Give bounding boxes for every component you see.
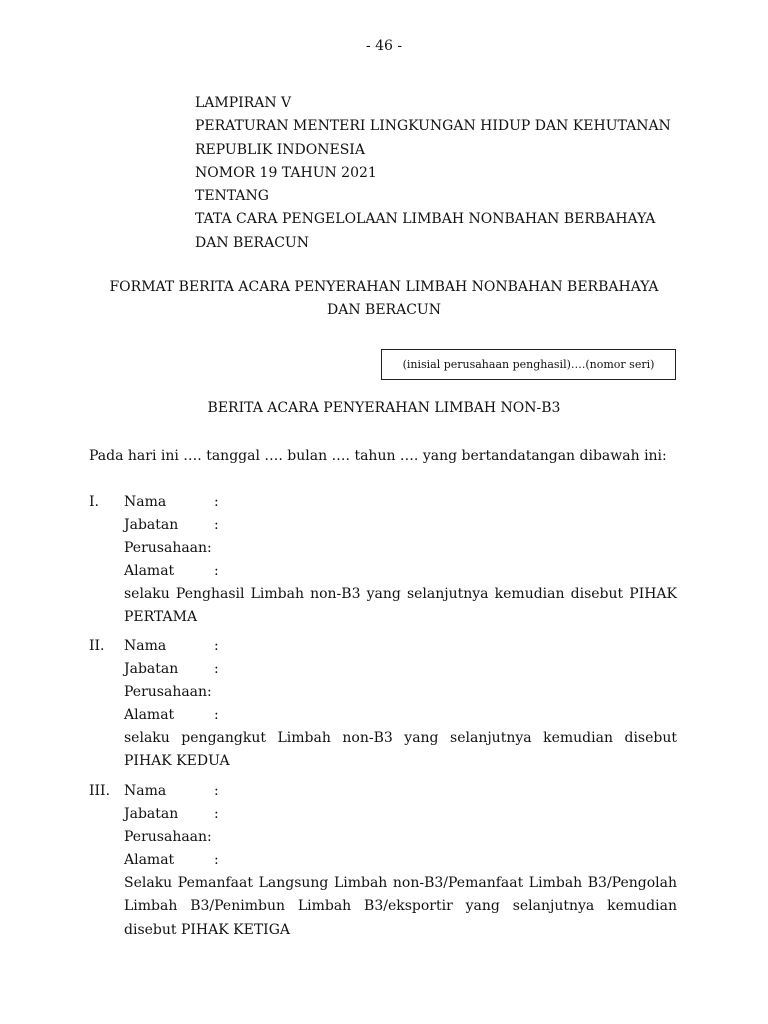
field-perusahaan (124, 537, 212, 560)
field-colon: : (214, 806, 219, 822)
field-colon: : (214, 563, 219, 579)
party-number: III. (89, 783, 111, 799)
field-colon: : (214, 638, 219, 654)
lampiran-header (195, 92, 715, 255)
field-label: Jabatan (124, 517, 179, 533)
format-title-line: FORMAT BERITA ACARA PENYERAHAN LIMBAH NONBAHAN BERBAHAYA (109, 279, 659, 295)
field-label: Jabatan (124, 806, 179, 822)
berita-acara-title: BERITA ACARA PENYERAHAN LIMBAH NON-B3 (207, 400, 561, 416)
field-alamat (124, 849, 219, 872)
field-colon: : (214, 517, 219, 533)
lampiran-line: LAMPIRAN V (195, 95, 292, 111)
field-colon: : (214, 661, 219, 677)
lampiran-line: NOMOR 19 TAHUN 2021 (195, 164, 377, 181)
party-number: II. (89, 638, 105, 654)
party-description: Selaku Pemanfaat Langsung Limbah non-B3/Pemanfaat Limbah B3/Pengolah Limbah B3/Penimbun Limbah B3/eksportir yang selanjutnya kemudian disebut PIHAK KETIGA (124, 875, 677, 938)
field-label: Perusahaan (124, 540, 208, 556)
field-label: Alamat (124, 707, 175, 723)
field-label: Perusahaan (124, 829, 208, 845)
field-nama (124, 491, 219, 514)
field-label: Nama (124, 638, 167, 654)
lampiran-line: DAN BERACUN (195, 234, 309, 251)
field-label: Alamat (124, 563, 175, 579)
lampiran-line: PERATURAN MENTERI LINGKUNGAN HIDUP DAN KEHUTANAN (195, 118, 671, 135)
field-colon: : (214, 852, 219, 868)
field-label: Perusahaan (124, 684, 208, 700)
lampiran-line: TENTANG (195, 188, 269, 205)
field-colon: : (207, 540, 212, 556)
field-nama (124, 635, 219, 658)
serial-number-box: (inisial perusahaan penghasil)….(nomor seri) (381, 349, 676, 380)
field-label: Nama (124, 494, 167, 510)
format-title-line: DAN BERACUN (327, 302, 441, 318)
field-perusahaan (124, 681, 212, 704)
field-label: Alamat (124, 852, 175, 868)
lampiran-line: TATA CARA PENGELOLAAN LIMBAH NONBAHAN BERBAHAYA (195, 211, 656, 228)
field-jabatan (124, 514, 219, 537)
field-alamat (124, 704, 219, 727)
field-jabatan (124, 658, 219, 681)
field-label: Nama (124, 783, 167, 799)
field-colon: : (207, 684, 212, 700)
field-colon: : (207, 829, 212, 845)
party-description: selaku pengangkut Limbah non-B3 yang selanjutnya kemudian disebut PIHAK KEDUA (124, 730, 677, 770)
field-jabatan (124, 803, 219, 826)
field-alamat (124, 560, 219, 583)
intro-paragraph: Pada hari ini …. tanggal …. bulan …. tahun …. yang bertandatangan dibawah ini: (89, 448, 667, 464)
field-colon: : (214, 783, 219, 799)
field-colon: : (214, 707, 219, 723)
page-number: - 46 - (365, 38, 403, 54)
format-title (80, 276, 688, 322)
field-label: Jabatan (124, 661, 179, 677)
field-colon: : (214, 494, 219, 510)
field-perusahaan (124, 826, 212, 849)
field-nama (124, 780, 219, 803)
lampiran-line: REPUBLIK INDONESIA (195, 141, 365, 158)
party-description: selaku Penghasil Limbah non-B3 yang selanjutnya kemudian disebut PIHAK PERTAMA (124, 586, 677, 626)
party-number: I. (89, 494, 99, 510)
